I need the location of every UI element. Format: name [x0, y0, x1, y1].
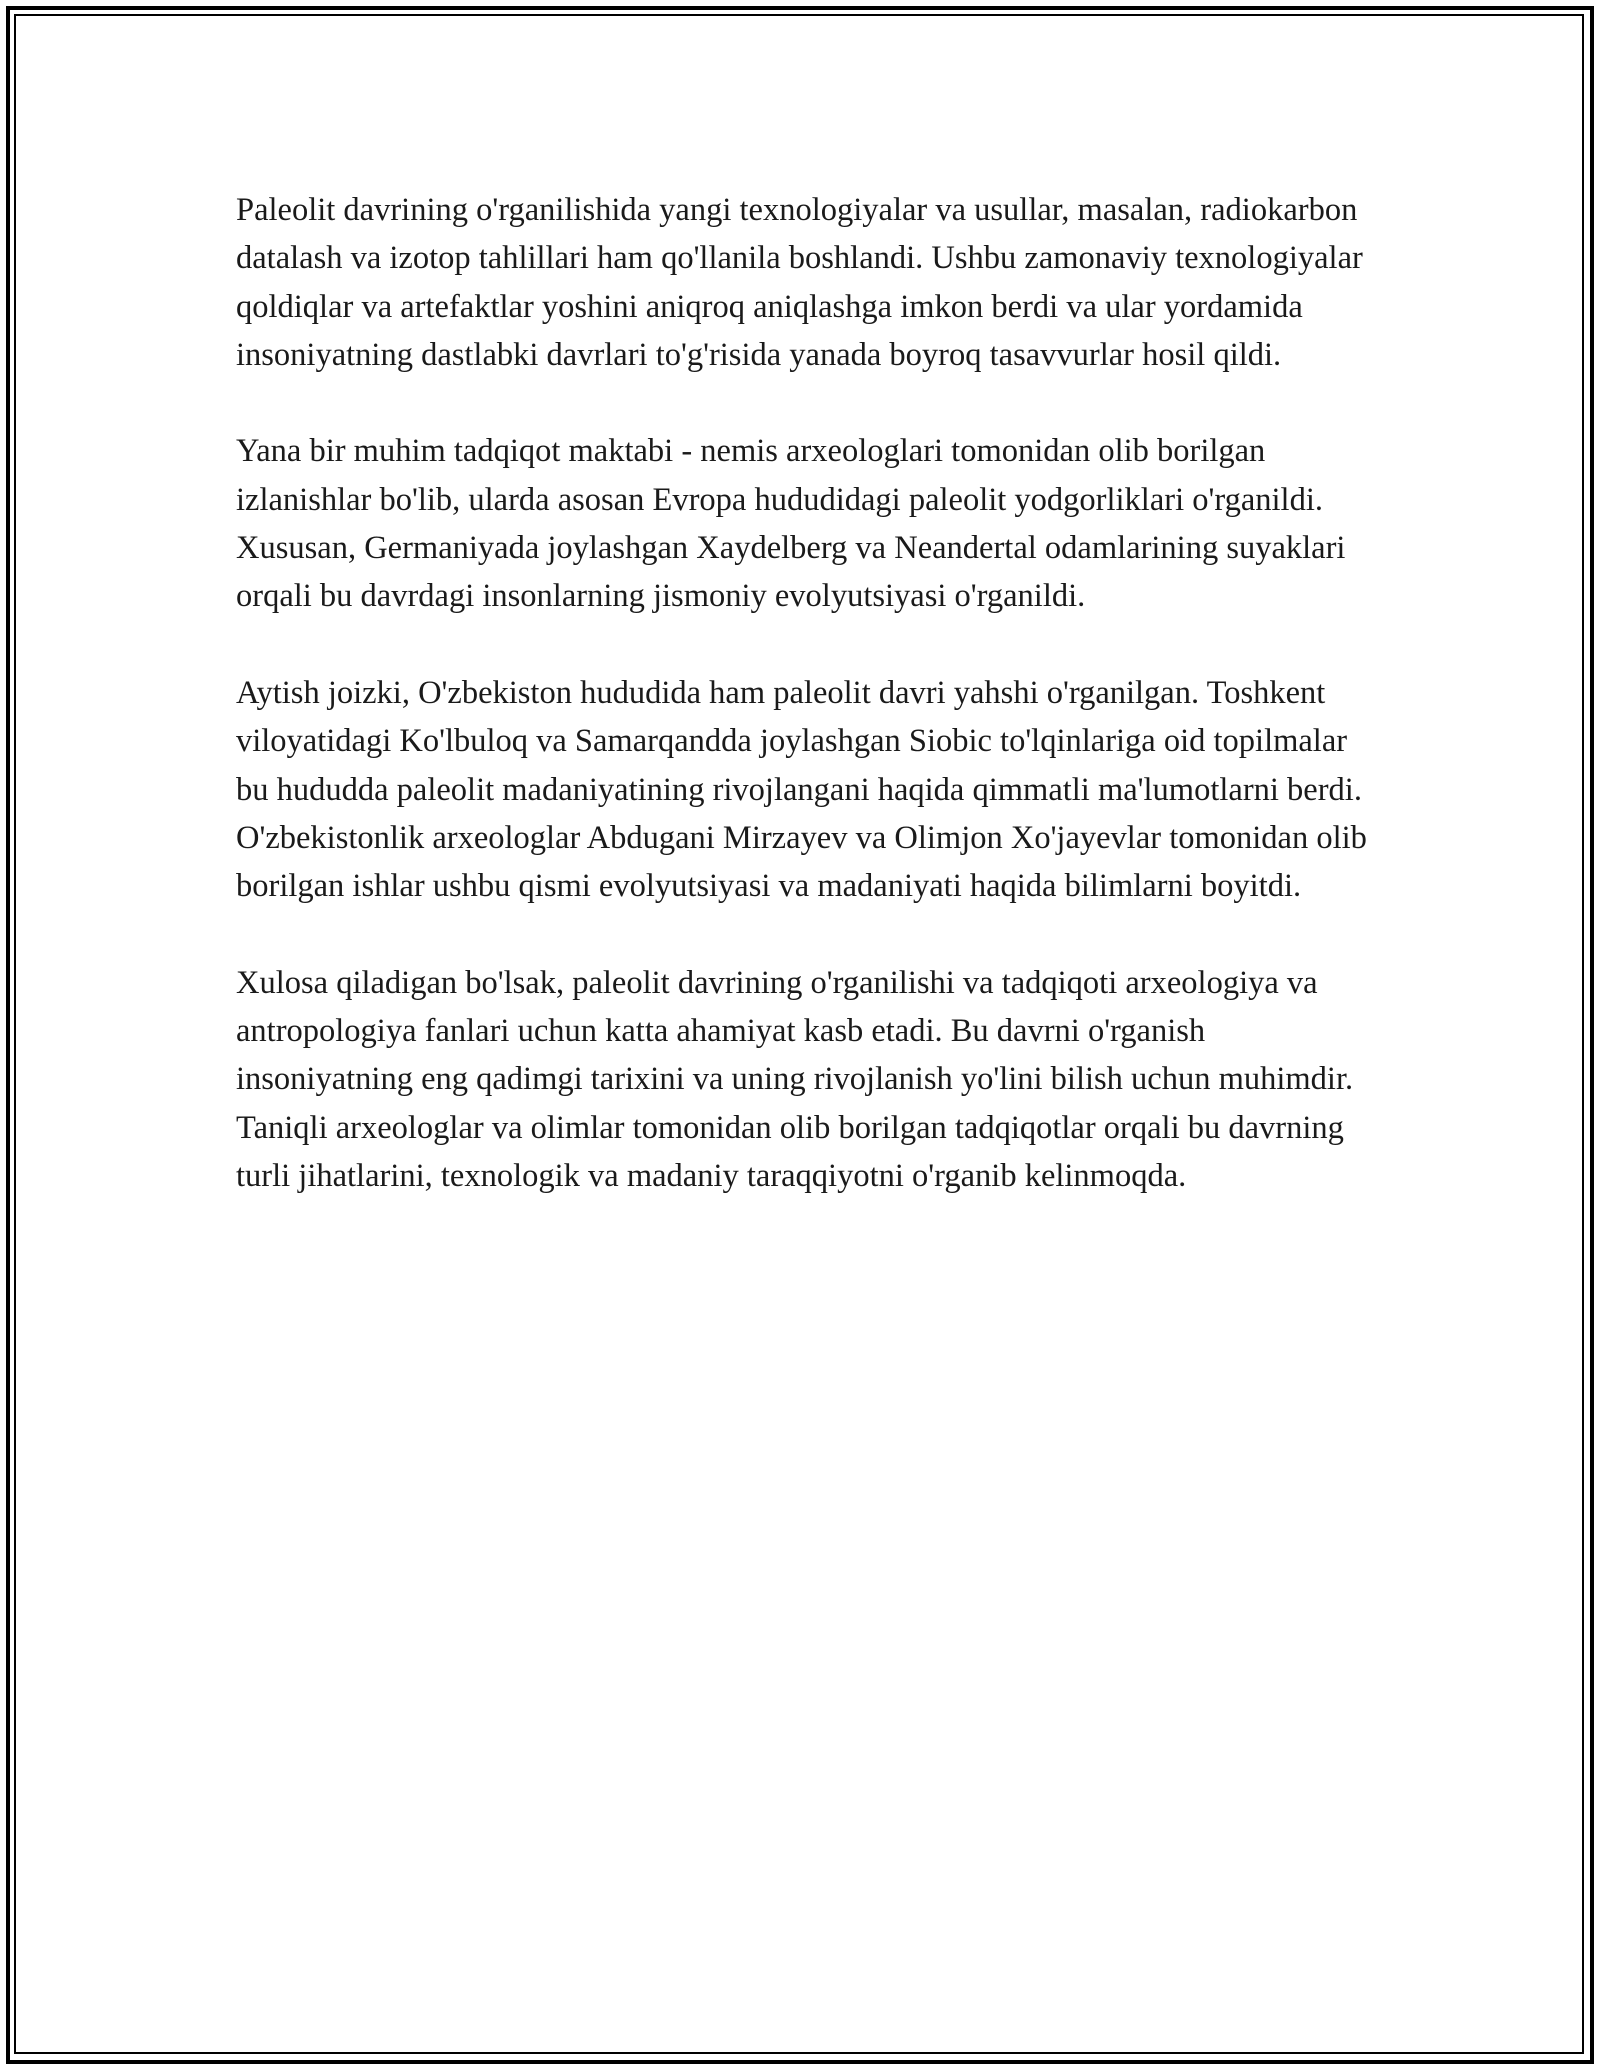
paragraph-3: Aytish joizki, O'zbekiston hududida ham paleolit davri yahshi o'rganilgan. Toshkent viloyatidagi Ko'lbuloq va Samarqandda joylashgan Siobic to'lqinlariga oid topilmalar bu hududda paleolit madaniyatining rivojlangani haqida qimmatli ma'lumotlarni berdi. O'zbekistonlik arxeologlar Abdugani Mirzayev va Olimjon Xo'jayevlar tomonidan olib borilgan ishlar ushbu qismi evolyutsiyasi va madaniyati haqida bilimlarni boyitdi.: [236, 674, 1367, 905]
paragraph-2: Yana bir muhim tadqiqot maktabi - nemis arxeologlari tomonidan olib borilgan izlanishlar bo'lib, ularda asosan Evropa hududidagi paleolit yodgorliklari o'rganildi. Xususan, Germaniyada joylashgan Xaydelberg va Neandertal odamlarining suyaklari orqali bu davrdagi insonlarning jismoniy evolyutsiyasi o'rganildi.: [236, 433, 1346, 615]
paragraph-4: Xulosa qiladigan bo'lsak, paleolit davrining o'rganilishi va tadqiqoti arxeologiya va antropologiya fanlari uchun katta ahamiyat kasb etadi. Bu davrni o'rganish insoniyatning eng qadimgi tarixini va uning rivojlanish yo'lini bilish uchun muhimdir. Taniqli arxeologlar va olimlar tomonidan olib borilgan tadqiqotlar orqali bu davrning turli jihatlarini, texnologik va madaniy taraqqiyotni o'rganib kelinmoqda.: [236, 964, 1354, 1194]
document-body: [236, 186, 1376, 1249]
paragraph-1: Paleolit davrining o'rganilishida yangi texnologiyalar va usullar, masalan, radiokarbon datalash va izotop tahlillari ham qo'llanila boshlandi. Ushbu zamonaviy texnologiyalar qoldiqlar va artefaktlar yoshini aniqroq aniqlashga imkon berdi va ular yordamida insoniyatning dastlabki davrlari to'g'risida yanada boyroq tasavvurlar hosil qildi.: [236, 192, 1363, 373]
